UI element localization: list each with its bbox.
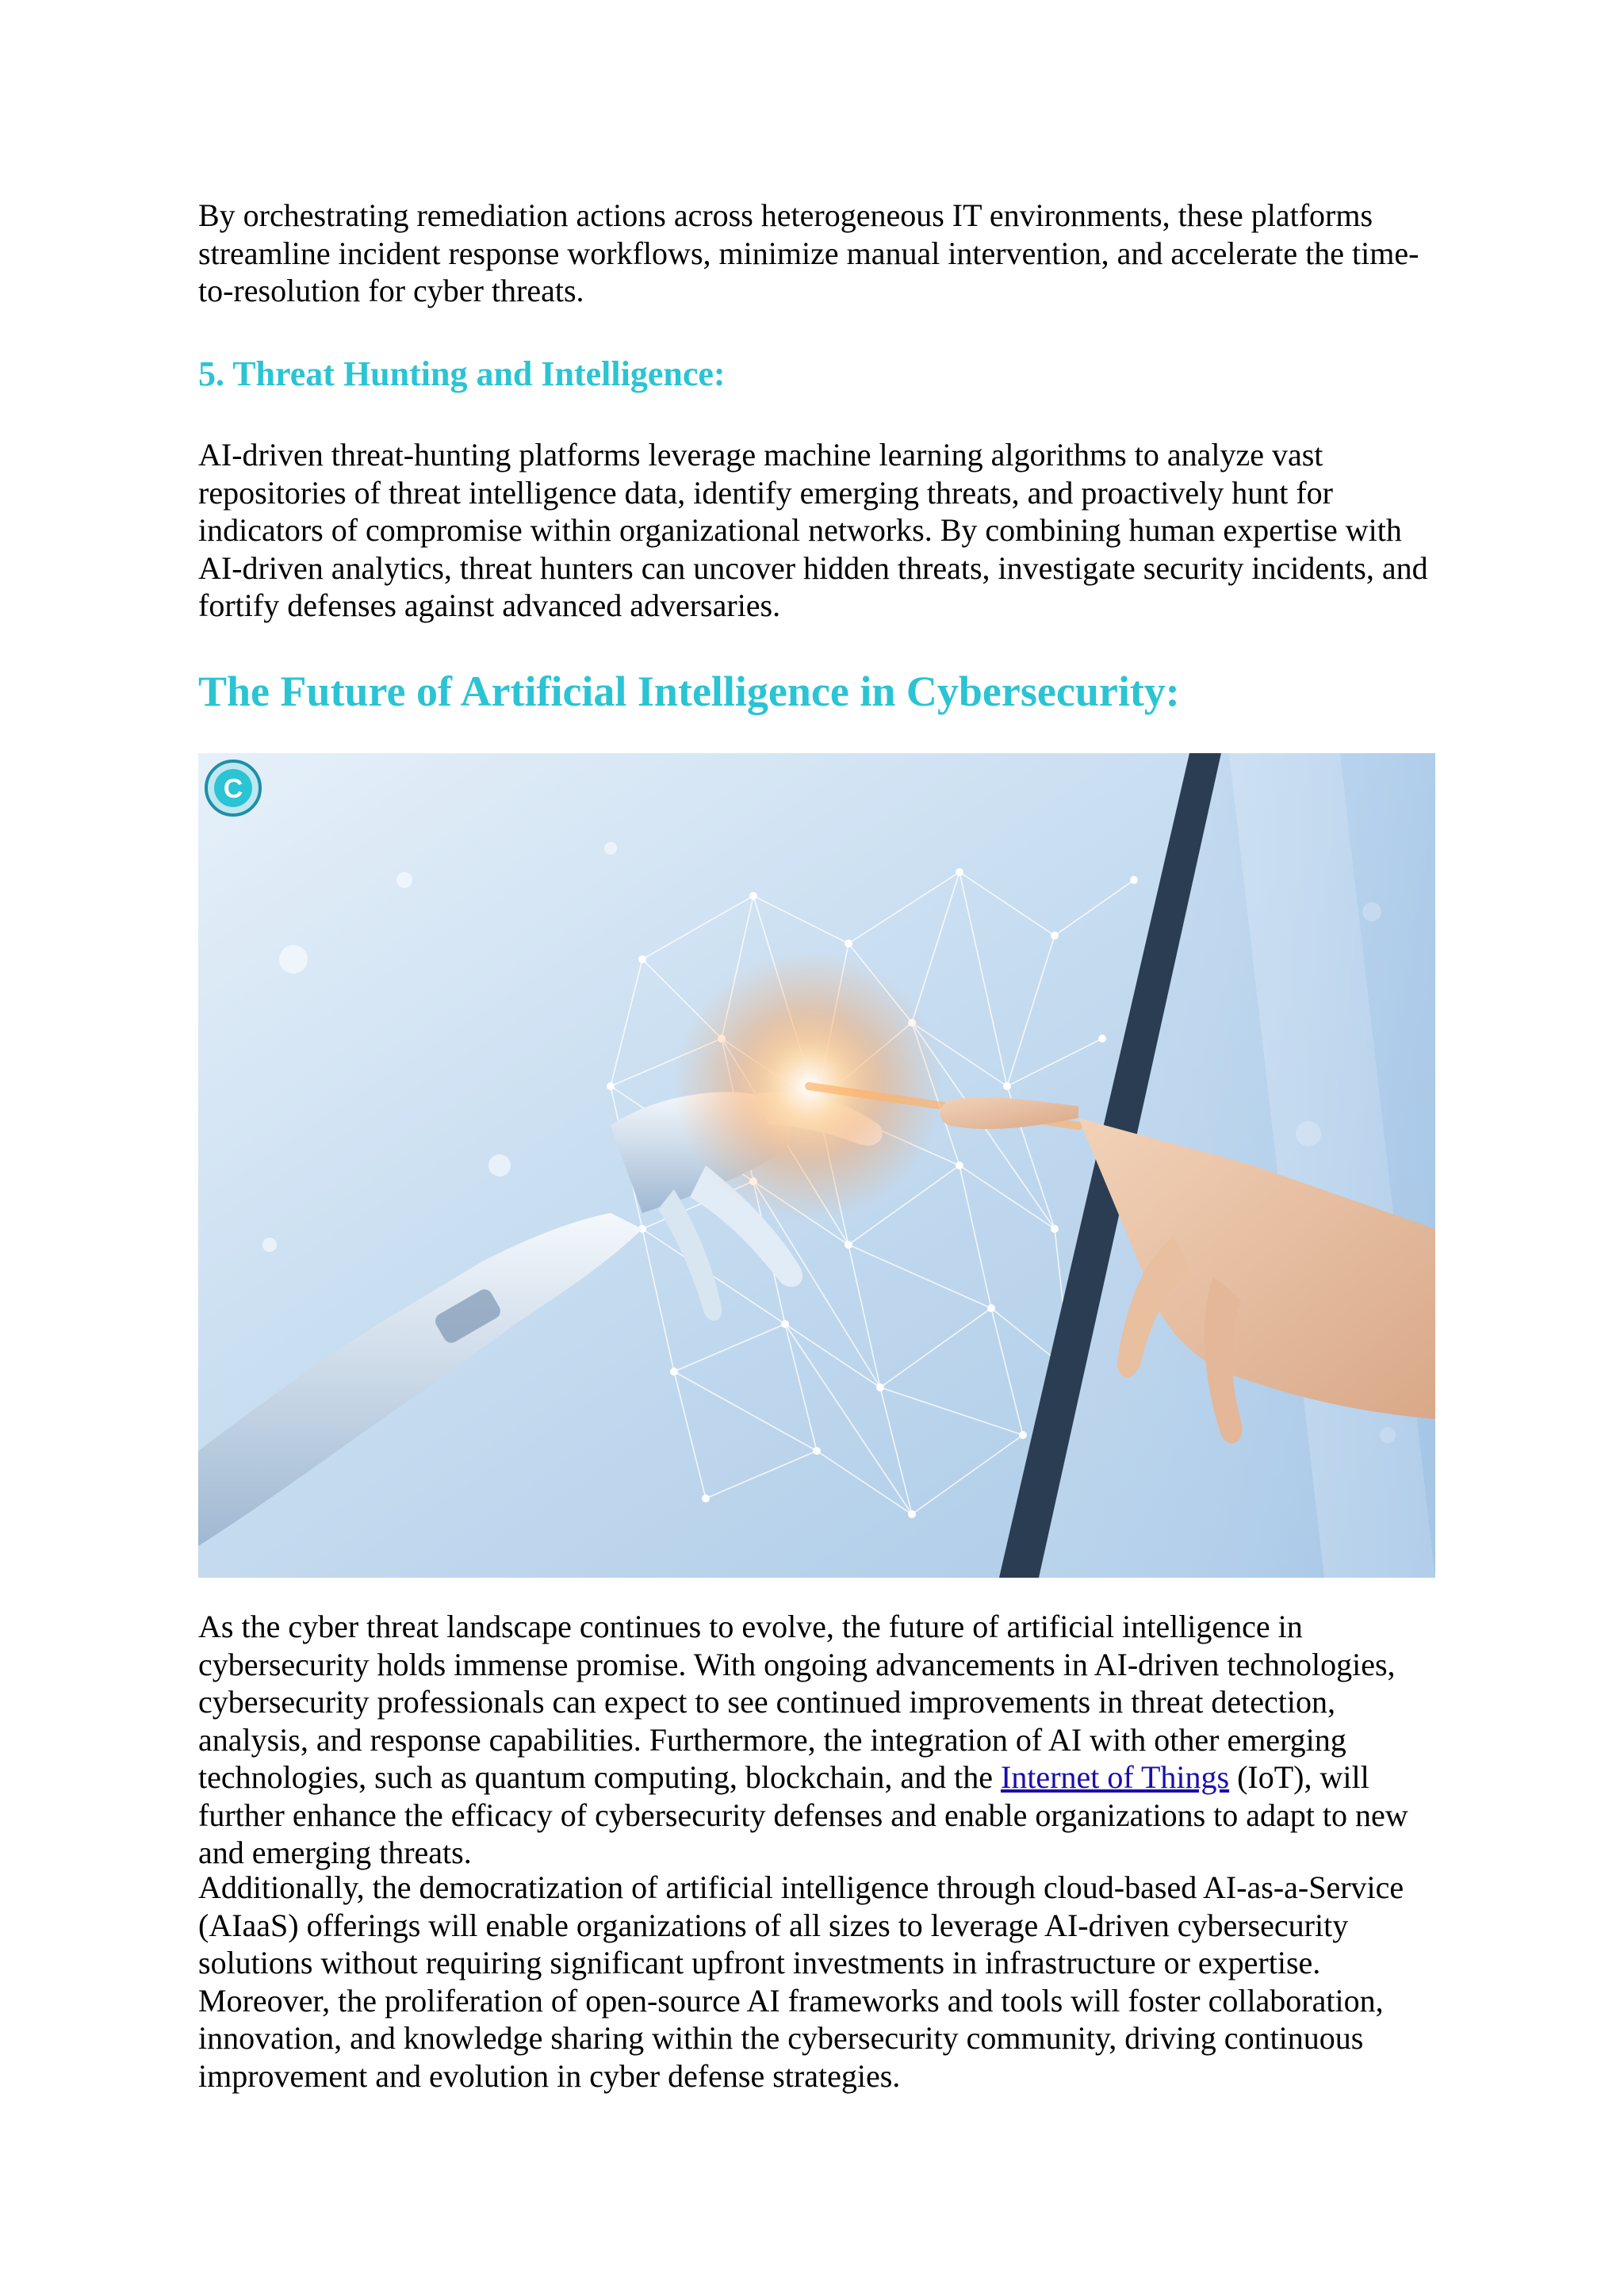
intro-paragraph: By orchestrating remediation actions across heterogeneous IT environments, these platforms streamline incident response workflows, minimize manual intervention, and accelerate the time-to-resolution for cyber threats. [198, 197, 1419, 308]
future-paragraph-1 [198, 1608, 1435, 1872]
section-heading-threat-hunting: 5. Threat Hunting and Intelligence: [198, 354, 726, 393]
future-paragraph-1-end: (IoT), will further enhance the efficacy of cybersecurity defenses and enable organizations to adapt to new and emerging threats. [198, 1759, 1408, 1870]
c-logo-icon [206, 761, 260, 815]
internet-of-things-link[interactable]: Internet of Things [1001, 1759, 1230, 1795]
threat-hunting-paragraph: AI-driven threat-hunting platforms leverage machine learning algorithms to analyze vast repositories of threat intelligence data, identify emerging threats, and proactively hunt for indicators of compromise within organizational networks. By combining human expertise with AI-driven analytics, threat hunters can uncover hidden threats, investigate security incidents, and fortify defenses against advanced adversaries. [198, 437, 1428, 623]
future-paragraph-1-start: As the cyber threat landscape continues to evolve, the future of artificial intelligence in cybersecurity holds immense promise. With ongoing advancements in AI-driven technologies, cybersecurity professionals can expect to see continued improvements in threat detection, analysis, and response capabilities. Furthermore, the integration of AI with other emerging technologies, such as quantum computing, blockchain, and the [198, 1609, 1396, 1795]
future-ai-heading: The Future of Artificial Intelligence in Cybersecurity: [198, 668, 1180, 715]
svg-text:C: C [223, 774, 243, 804]
future-paragraph-2: Additionally, the democratization of artificial intelligence through cloud-based AI-as-a-Service (AIaaS) offerings will enable organizations of all sizes to leverage AI-driven cybersecurity solutions without requiring significant upfront investments in infrastructure or expertise. Moreover, the proliferation of open-source AI frameworks and tools will foster collaboration, innovation, and knowledge sharing within the cybersecurity community, driving continuous improvement and evolution in cyber defense strategies. [198, 1869, 1404, 2094]
ai-hand-illustration [198, 753, 1435, 1578]
